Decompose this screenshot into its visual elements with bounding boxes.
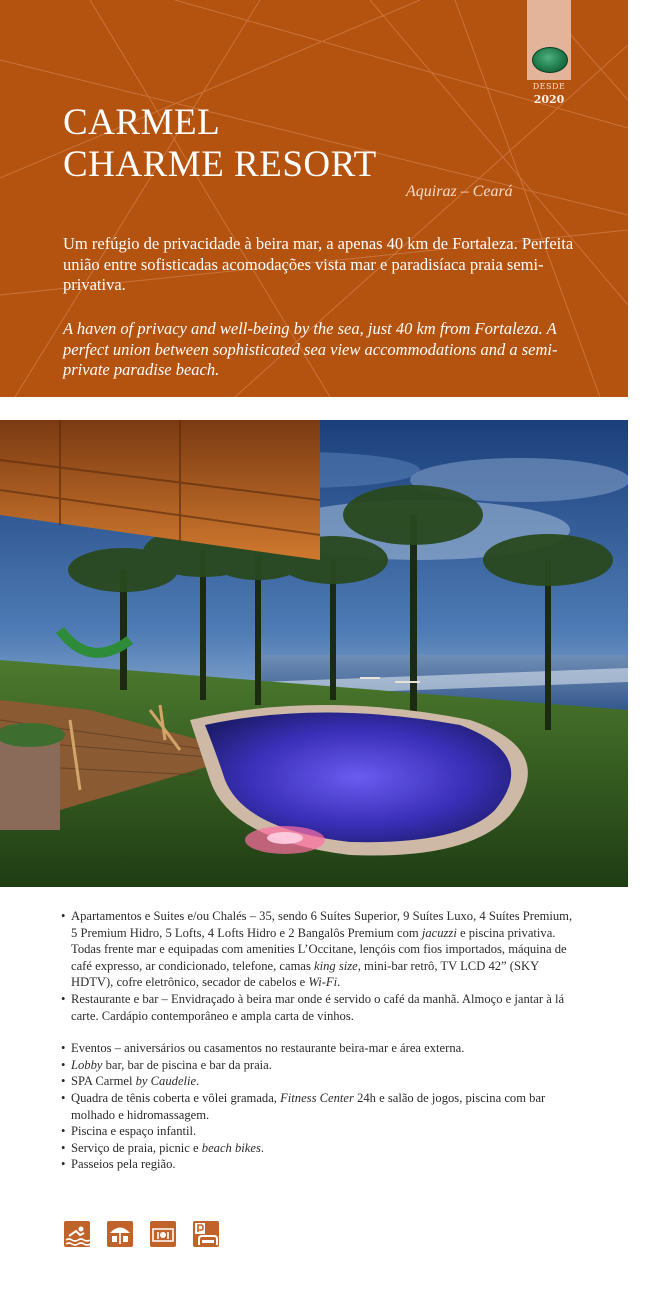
resort-photo bbox=[0, 420, 628, 887]
list-item-italic: by Caudelie bbox=[135, 1074, 197, 1089]
list-item bbox=[61, 1057, 577, 1074]
location-label: Aquiraz – Ceará bbox=[406, 183, 513, 200]
list-item-text: SPA Carmel bbox=[71, 1074, 136, 1089]
list-item-text: , mini-bar retrô, TV LCD 42” (SKY HDTV), cofre eletrônico, secador de cabelos e bbox=[71, 958, 539, 990]
list-item-text: Eventos – aniversários ou casamentos no restaurante beira-mar e área externa. bbox=[71, 1041, 465, 1056]
list-item-italic: Lobby bbox=[71, 1057, 103, 1072]
description-english: A haven of privacy and well-being by the sea, just 40 km from Fortaleza. A perfect union between sophisticated sea view accommodations and a semi-private paradise beach. bbox=[63, 319, 558, 379]
list-item-text: Apartamentos e Suites e/ou Chalés – 35, sendo 6 Suítes Superior, 9 Suítes Luxo, 4 Suítes Premium, 5 Premium Hidro, 5 Lofts, 4 Lofts Hidro e 2 Bangalôs Premium com bbox=[71, 909, 573, 940]
since-year: 2020 bbox=[533, 93, 565, 106]
list-item-text: bar, bar de piscina e bar da praia. bbox=[102, 1057, 272, 1072]
title-line-2: CHARME RESORT bbox=[63, 144, 377, 185]
title-line-1: CARMEL bbox=[63, 102, 221, 143]
list-item-text: 24h e salão de jogos, piscina com bar molhado e hidromassagem. bbox=[71, 1090, 546, 1122]
list-item-text: . bbox=[337, 975, 341, 990]
list-item-italic: beach bikes bbox=[201, 1140, 261, 1155]
pool-palm-trees-sea-dusk-photo bbox=[0, 420, 628, 887]
list-item-italic: jacuzzi bbox=[421, 925, 457, 940]
list-item bbox=[61, 1156, 577, 1173]
list-item bbox=[61, 1140, 577, 1157]
list-item-text: . bbox=[260, 1140, 265, 1155]
list-item bbox=[61, 1073, 577, 1090]
list-item-italic: Fitness Center bbox=[280, 1090, 354, 1105]
list-item-text: Piscina e espaço infantil. bbox=[71, 1124, 197, 1139]
list-item-text: Quadra de tênis coberta e vôlei gramada, bbox=[71, 1090, 281, 1105]
list-item-text: . bbox=[196, 1074, 200, 1089]
list-item bbox=[61, 1040, 577, 1057]
amenity-icons-row bbox=[64, 1221, 224, 1247]
since-label: DESDE bbox=[532, 82, 566, 91]
green-oval-emblem-icon bbox=[532, 47, 568, 73]
list-item bbox=[61, 1090, 577, 1123]
restaurant-icon bbox=[150, 1221, 176, 1247]
list-item bbox=[61, 991, 577, 1024]
resort-title bbox=[63, 102, 377, 186]
list-item bbox=[61, 1123, 577, 1140]
parking-icon bbox=[193, 1221, 219, 1247]
list-item-text: Restaurante e bar – Envidraçado à beira mar onde é servido o café da manhã. Almoço e jantar à lá carte. Cardápio contemporâneo e ampla carta de vinhos. bbox=[71, 991, 565, 1023]
list-item bbox=[61, 908, 577, 991]
list-item-text: Serviço de praia, picnic e bbox=[71, 1140, 202, 1155]
beach-umbrella-icon bbox=[107, 1221, 133, 1247]
list-item-text: e piscina privativa. Todas frente mar e equipadas com amenities L’Occitane, lençóis com fios importados, máquina de café expresso, ar condicionado, telefone, camas bbox=[71, 925, 567, 973]
swimming-icon bbox=[64, 1221, 90, 1247]
description-portuguese: Um refúgio de privacidade à beira mar, a apenas 40 km de Fortaleza. Perfeita união entre sofisticadas acomodações vista mar e paradisíaca praia semi-privativa. bbox=[63, 234, 574, 294]
list-item-italic: king size bbox=[314, 958, 358, 973]
since-badge bbox=[527, 0, 571, 80]
list-item-italic: Wi-Fi bbox=[308, 975, 338, 990]
amenities-list bbox=[61, 908, 577, 1173]
list-item-text: Passeios pela região. bbox=[71, 1157, 176, 1172]
header-panel bbox=[0, 0, 628, 397]
